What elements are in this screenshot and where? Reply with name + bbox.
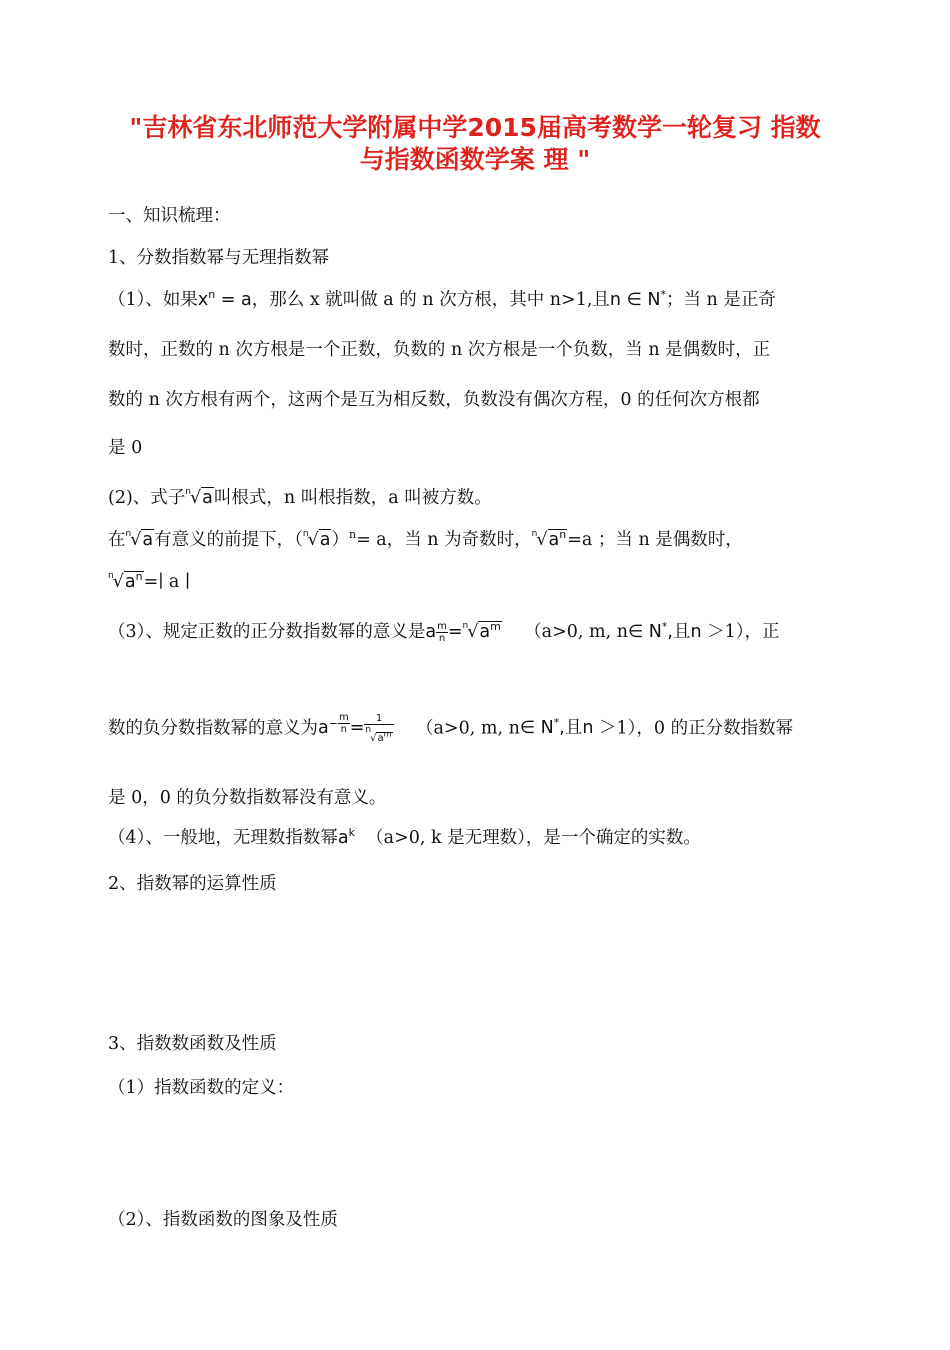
- subheading-function-definition: （1）指数函数的定义：: [108, 1078, 295, 1098]
- formula-a-m-over-n: a $\frac{m}{n}$ $=^n√a^m$: [425, 620, 501, 644]
- section-heading-knowledge: 一、知识梳理：: [108, 206, 231, 226]
- paragraph-positive-fractional-exponent: （3）、规定正数的正分数指数幂的意义是a $\frac{m}{n}$ $=^n√a^m$ （a>0, m, n∈ N*,且n ＞1），正: [108, 620, 780, 644]
- section-heading-exponent-rules: 2、指数幂的运算性质: [108, 874, 277, 894]
- formula-nth-root-a-n: $^n√a^n$: [108, 570, 143, 592]
- formula-nth-root-a-n: $^n√a^n$: [531, 528, 567, 550]
- paragraph-negative-fractional-exponent: 数的负分数指数幂的意义为$a^{- \frac{m}{n}}$ = $\frac{1}{n√a^m}$ （a>0, m, n∈ N*,且n ＞1），0 的正分数指数幂: [108, 712, 794, 744]
- section-heading-exponential-function: 3、指数数函数及性质: [108, 1034, 277, 1054]
- formula-nth-root-a: $^n$√a: [125, 529, 154, 550]
- document-title-line-2: 与指数函数学案 理 ": [359, 145, 591, 174]
- paragraph-irrational-exponent: （4）、一般地，无理数指数幂$a^k$ （a>0, k 是无理数），是一个确定的实数。: [108, 826, 701, 848]
- document-title-line-1: "吉林省东北师范大学附属中学2015届高考数学一轮复习 指数: [129, 113, 821, 142]
- formula-a-power-k: $a^k$: [337, 826, 355, 848]
- formula-nth-root-a: $^n$√a: [302, 529, 331, 550]
- formula-a-neg-m-over-n: $a^{- \frac{m}{n}}$ = $\frac{1}{n√a^m}$: [318, 712, 392, 744]
- formula-n-in-N: n ∈ N*: [609, 288, 666, 310]
- paragraph-line: 是 0: [108, 438, 143, 458]
- paragraph-line: 是 0，0 的负分数指数幂没有意义。: [108, 788, 387, 808]
- paragraph-radical-definition: (2)、式子$^n$√a叫根式，n 叫根指数，a 叫被方数。: [108, 487, 492, 508]
- formula-x-power-n: $x^n = a$: [197, 288, 252, 310]
- paragraph-line: 数的 n 次方根有两个，这两个是互为相反数，负数没有偶次方程，0 的任何次方根都: [108, 390, 760, 410]
- paragraph-even-root-abs: $^n√a^n=∣$ a ∣: [108, 570, 191, 592]
- section-heading-fractional-exponent: 1、分数指数幂与无理指数幂: [108, 248, 330, 268]
- paragraph-line: 数时，正数的 n 次方根是一个正数，负数的 n 次方根是一个负数，当 n 是偶数时，正: [108, 340, 771, 360]
- paragraph-nth-root-definition: （1）、如果$x^n = a$，那么 x 就叫做 a 的 n 次方根，其中 n>1,且n ∈ N*；当 n 是正奇: [108, 288, 776, 310]
- subheading-function-graph: （2）、指数函数的图象及性质: [108, 1210, 338, 1230]
- paragraph-radical-properties: 在$^n$√a有意义的前提下，$(^n√a)^n= a$，当 n 为奇数时，$^n√a^n=a$ ；当 n 是偶数时，: [108, 528, 743, 550]
- formula-nth-root-a: $^n$√a: [185, 487, 213, 508]
